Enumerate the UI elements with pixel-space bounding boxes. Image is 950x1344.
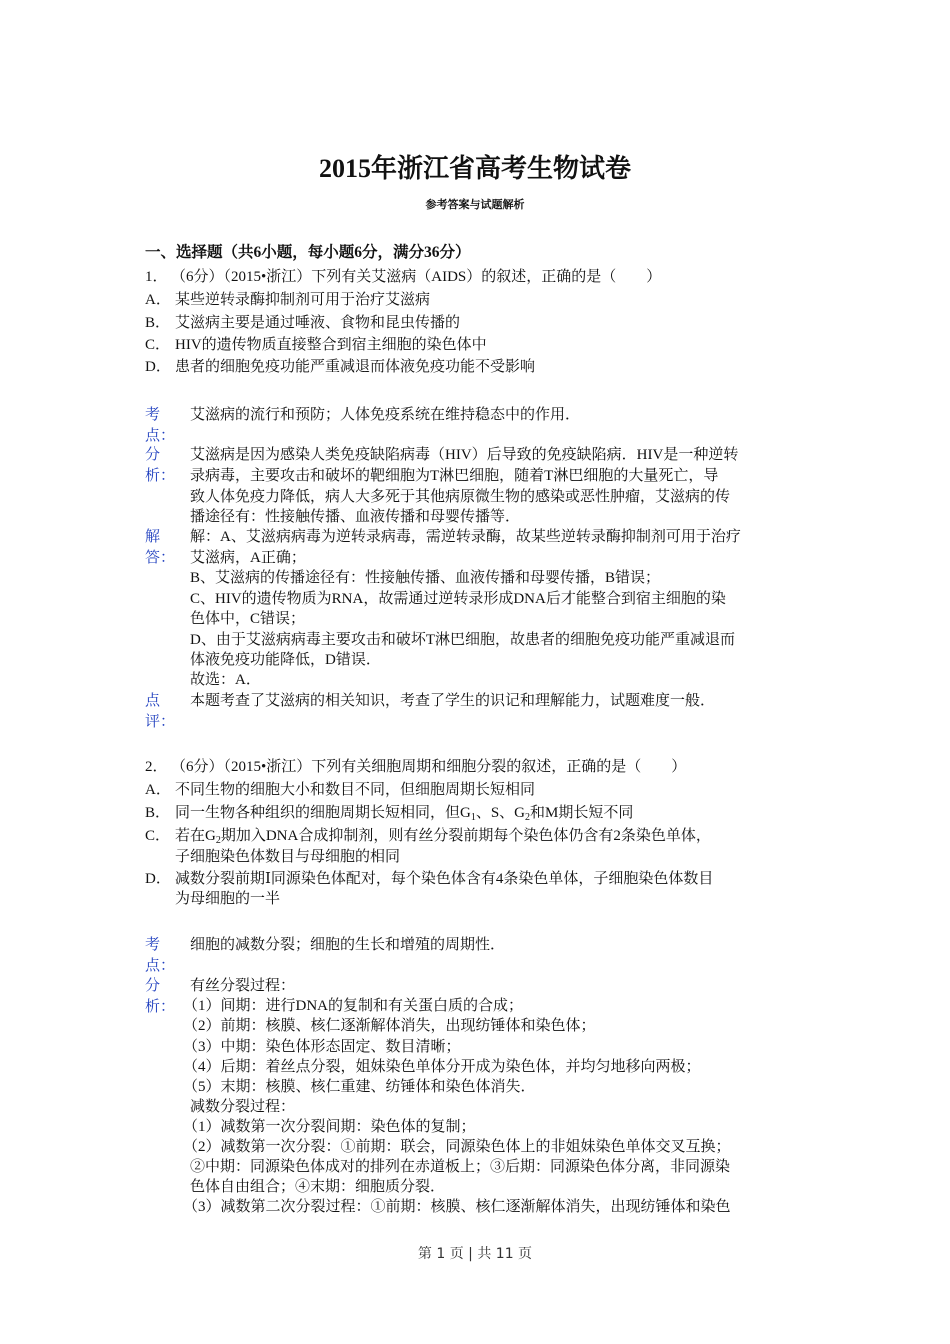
question-1-stem <box>145 267 661 287</box>
q1-fenxi-line: 致人体免疫力降低，病人大多死于其他病原微生物的感染或恶性肿瘤，艾滋病的传 <box>190 489 731 505</box>
subscript: 1 <box>470 812 476 823</box>
q1-jieda-line: 色体中，C错误； <box>190 611 306 627</box>
option-letter: A． <box>145 292 171 308</box>
label-char: 点： <box>145 427 176 444</box>
option-letter: D． <box>145 359 171 375</box>
question-2-option-d-cont: 为母细胞的一半 <box>175 891 281 907</box>
q2-kaodian-text: 细胞的减数分裂；细胞的生长和增殖的周期性． <box>190 937 506 953</box>
q1-jieda-line: 体液免疫功能降低，D错误． <box>190 652 381 668</box>
question-number: 1． <box>145 269 168 285</box>
label-dianping <box>145 691 175 732</box>
q2-fenxi-line: ②中期：同源染色体成对的排列在赤道板上；③后期：同源染色体分离，非同源染 <box>190 1159 731 1175</box>
q1-fenxi-line: 艾滋病是因为感染人类免疫缺陷病毒（HIV）后导致的免疫缺陷病．HIV是一种逆转 <box>190 447 739 463</box>
label-kaodian <box>145 935 175 976</box>
option-text: 患者的细胞免疫功能严重减退而体液免疫功能不受影响 <box>175 359 536 375</box>
q2-fenxi-line: （1）间期：进行DNA的复制和有关蛋白质的合成； <box>183 998 523 1014</box>
label-char: 解 <box>145 529 161 545</box>
q1-kaodian-text: 艾滋病的流行和预防；人体免疫系统在维持稳态中的作用． <box>190 407 581 423</box>
question-2-option-a <box>145 780 535 800</box>
label-char: 点 <box>145 693 161 709</box>
label-char: 考 <box>145 937 161 953</box>
subscript: 2 <box>215 835 221 846</box>
option-text: 、S、G <box>475 805 526 821</box>
question-1-option-a <box>145 290 430 310</box>
label-char: 考 <box>145 407 161 423</box>
q2-fenxi-line: （5）末期：核膜、核仁重建、纺锤体和染色体消失． <box>183 1079 536 1095</box>
q2-fenxi-line: 色体自由组合；④末期：细胞质分裂． <box>190 1179 446 1195</box>
q2-fenxi-line: （2）减数第一次分裂：①前期：联会，同源染色体上的非姐妹染色单体交叉互换； <box>183 1139 731 1155</box>
option-text: 减数分裂前期Ⅰ同源染色体配对，每个染色体含有4条染色单体，子细胞染色体数目 <box>175 871 714 887</box>
question-1-option-b <box>145 313 460 333</box>
option-text: 同一生物各种组织的细胞周期长短相同，但G <box>175 805 471 821</box>
label-char: 析： <box>145 998 176 1015</box>
q1-jieda-line: D、由于艾滋病病毒主要攻击和破坏T淋巴细胞，故患者的细胞免疫功能严重减退而 <box>190 632 735 648</box>
option-text: 若在G <box>175 828 216 844</box>
question-1-option-d <box>145 357 535 377</box>
q2-fenxi-line: （1）减数第一次分裂间期：染色体的复制； <box>183 1119 476 1135</box>
option-letter: D． <box>145 871 171 887</box>
section-heading: 一、选择题（共6小题，每小题6分，满分36分） <box>145 244 471 261</box>
question-2-stem <box>145 757 686 777</box>
q2-fenxi-line: （3）中期：染色体形态固定、数目清晰； <box>183 1039 461 1055</box>
label-char: 答： <box>145 549 176 566</box>
question-stem-text: （6分）（2015•浙江）下列有关艾滋病（AIDS）的叙述，正确的是（ ） <box>171 269 662 285</box>
document-title: 2015年浙江省高考生物试卷 <box>318 154 631 183</box>
q2-fenxi-line: 有丝分裂过程： <box>190 978 296 994</box>
option-letter: B． <box>145 315 171 331</box>
q1-jieda-line: 故选：A． <box>190 672 261 688</box>
q1-jieda-line: 艾滋病，A正确； <box>190 550 306 566</box>
q1-jieda-line: B、艾滋病的传播途径有：性接触传播、血液传播和母婴传播，B错误； <box>190 570 661 586</box>
option-text: HIV的遗传物质直接整合到宿主细胞的染色体中 <box>175 337 487 353</box>
option-text: 不同生物的细胞大小和数目不同，但细胞周期长短相同 <box>175 782 536 798</box>
label-char: 评： <box>145 713 176 730</box>
q1-fenxi-line: 录病毒，主要攻击和破坏的靶细胞为T淋巴细胞，随着T淋巴细胞的大量死亡，导 <box>190 468 719 484</box>
document-subtitle: 参考答案与试题解析 <box>425 198 525 211</box>
question-stem-text: （6分）（2015•浙江）下列有关细胞周期和细胞分裂的叙述，正确的是（ ） <box>171 759 687 775</box>
question-2-option-c-cont: 子细胞染色体数目与母细胞的相同 <box>175 849 401 865</box>
label-kaodian <box>145 405 175 446</box>
q1-fenxi-line: 播途径有：性接触传播、血液传播和母婴传播等． <box>190 509 521 525</box>
label-fenxi <box>145 976 175 1017</box>
option-letter: A． <box>145 782 171 798</box>
option-text: 艾滋病主要是通过唾液、食物和昆虫传播的 <box>175 315 461 331</box>
label-char: 点： <box>145 957 176 974</box>
label-char: 分 <box>145 447 161 463</box>
subscript: 2 <box>525 812 531 823</box>
question-1-option-c <box>145 335 487 355</box>
label-fenxi <box>145 445 175 486</box>
q2-fenxi-line: （3）减数第二次分裂过程：①前期：核膜、核仁逐渐解体消失，出现纺锤体和染色 <box>183 1199 731 1215</box>
q1-jieda-line: C、HIV的遗传物质为RNA，故需通过逆转录形成DNA后才能整合到宿主细胞的染 <box>190 591 726 607</box>
option-text: 和M期长短不同 <box>530 805 634 821</box>
q1-dianping-text: 本题考查了艾滋病的相关知识，考查了学生的识记和理解能力，试题难度一般． <box>190 693 716 709</box>
label-char: 分 <box>145 978 161 994</box>
question-number: 2． <box>145 759 168 775</box>
label-char: 析： <box>145 467 176 484</box>
option-letter: C． <box>145 828 171 844</box>
question-2-option-b <box>145 803 633 828</box>
q2-fenxi-line: 减数分裂过程： <box>190 1099 296 1115</box>
label-jieda <box>145 527 175 568</box>
q2-fenxi-line: （2）前期：核膜、核仁逐渐解体消失，出现纺锤体和染色体； <box>183 1018 596 1034</box>
option-letter: C． <box>145 337 171 353</box>
option-text: 期加入DNA合成抑制剂，则有丝分裂前期每个染色体仍含有2条染色单体， <box>220 828 711 844</box>
page-footer: 第 1 页 | 共 11 页 <box>417 1246 533 1262</box>
question-2-option-d <box>145 869 713 889</box>
option-letter: B． <box>145 805 171 821</box>
q2-fenxi-line: （4）后期：着丝点分裂，姐妹染色单体分开成为染色体，并均匀地移向两极； <box>183 1059 701 1075</box>
q1-jieda-line: 解：A、艾滋病病毒为逆转录病毒，需逆转录酶，故某些逆转录酶抑制剂可用于治疗 <box>190 529 741 545</box>
option-text: 某些逆转录酶抑制剂可用于治疗艾滋病 <box>175 292 431 308</box>
